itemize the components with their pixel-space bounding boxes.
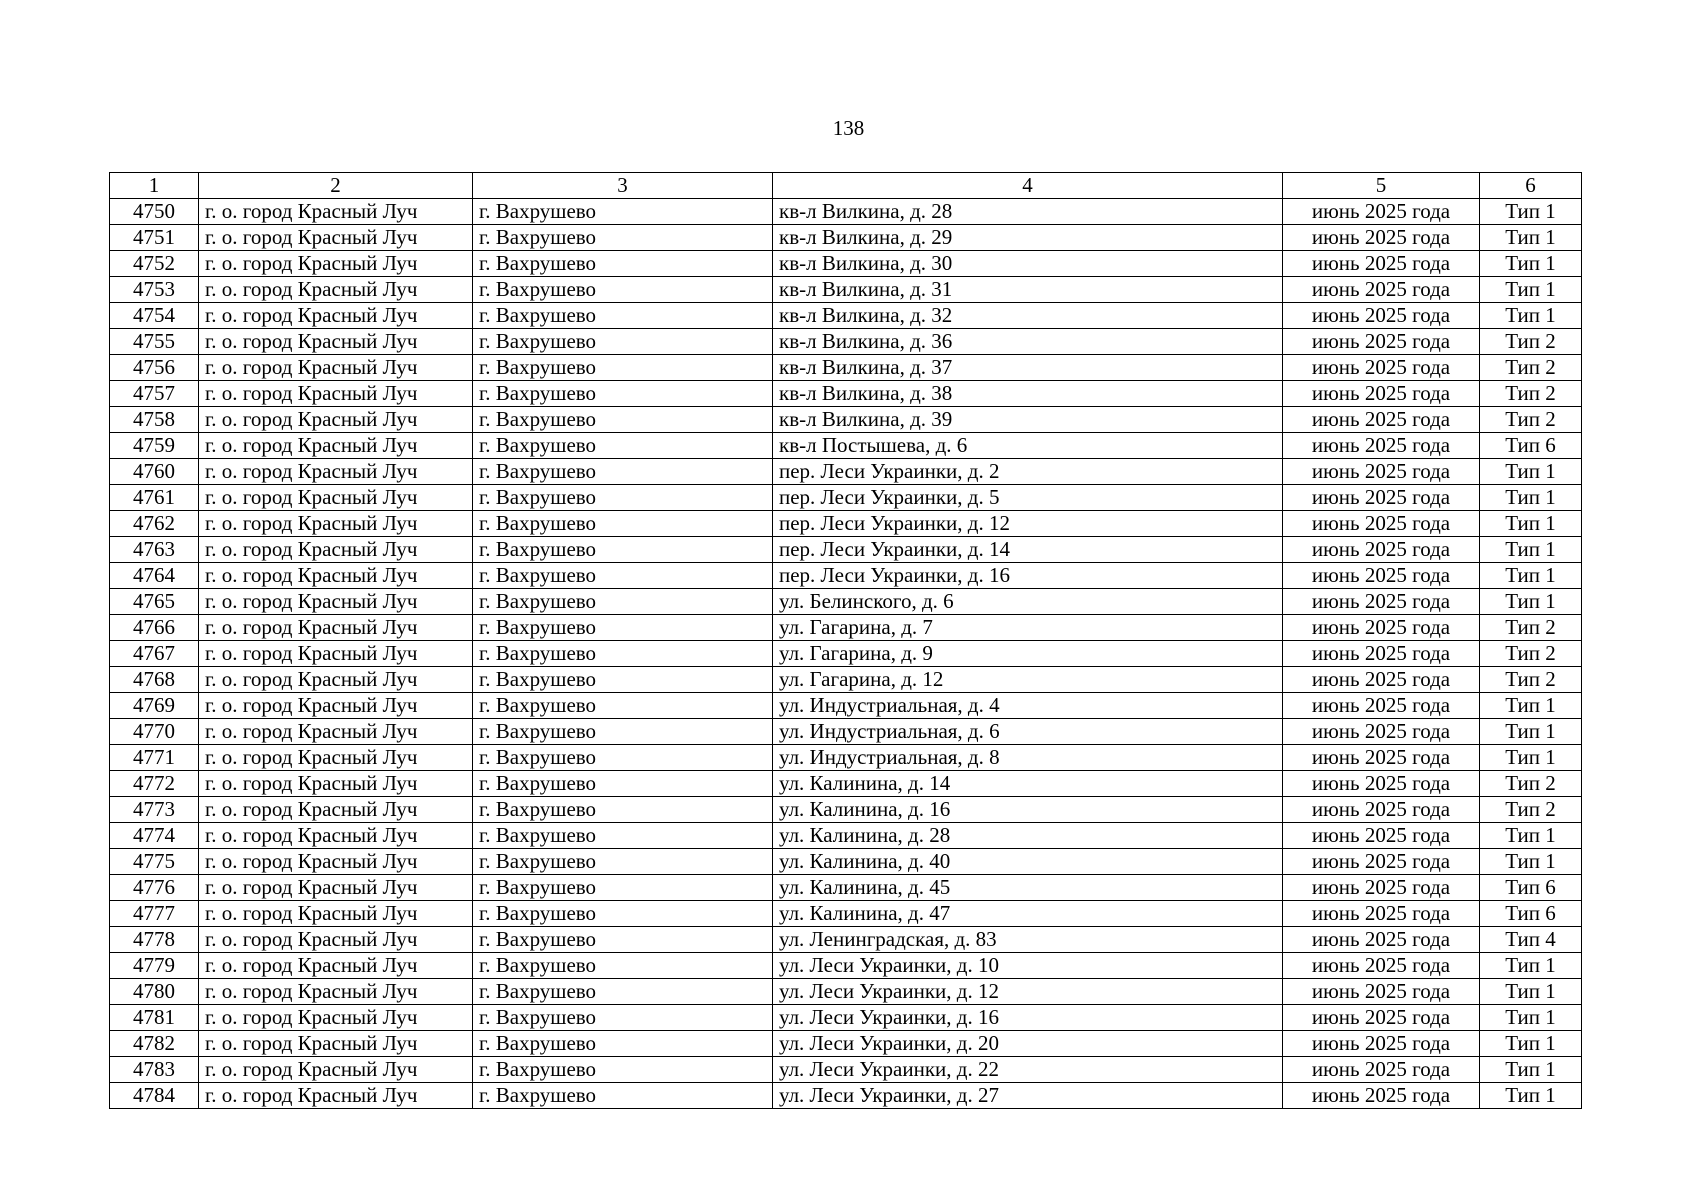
district-cell: г. о. город Красный Луч (199, 745, 473, 771)
date-cell: июнь 2025 года (1283, 771, 1480, 797)
type-cell: Тип 1 (1480, 563, 1582, 589)
table-row (110, 407, 1582, 433)
date-cell: июнь 2025 года (1283, 641, 1480, 667)
district-cell: г. о. город Красный Луч (199, 381, 473, 407)
settlement-cell: г. Вахрушево (473, 771, 773, 797)
table-body (110, 199, 1582, 1109)
address-cell: ул. Леси Украинки, д. 20 (773, 1031, 1283, 1057)
table-row (110, 277, 1582, 303)
row-number-cell: 4752 (110, 251, 199, 277)
address-cell: пер. Леси Украинки, д. 2 (773, 459, 1283, 485)
settlement-cell: г. Вахрушево (473, 953, 773, 979)
row-number-cell: 4778 (110, 927, 199, 953)
date-cell: июнь 2025 года (1283, 693, 1480, 719)
district-cell: г. о. город Красный Луч (199, 615, 473, 641)
row-number-cell: 4754 (110, 303, 199, 329)
settlement-cell: г. Вахрушево (473, 511, 773, 537)
row-number-cell: 4781 (110, 1005, 199, 1031)
type-cell: Тип 2 (1480, 407, 1582, 433)
row-number-cell: 4780 (110, 979, 199, 1005)
district-cell: г. о. город Красный Луч (199, 199, 473, 225)
address-cell: кв-л Вилкина, д. 36 (773, 329, 1283, 355)
table-row (110, 953, 1582, 979)
date-cell: июнь 2025 года (1283, 979, 1480, 1005)
type-cell: Тип 4 (1480, 927, 1582, 953)
settlement-cell: г. Вахрушево (473, 615, 773, 641)
date-cell: июнь 2025 года (1283, 797, 1480, 823)
row-number-cell: 4755 (110, 329, 199, 355)
date-cell: июнь 2025 года (1283, 433, 1480, 459)
address-cell: кв-л Вилкина, д. 30 (773, 251, 1283, 277)
table-row (110, 797, 1582, 823)
address-cell: кв-л Вилкина, д. 37 (773, 355, 1283, 381)
page-number: 138 (832, 116, 865, 140)
table-row (110, 537, 1582, 563)
type-cell: Тип 1 (1480, 277, 1582, 303)
date-cell: июнь 2025 года (1283, 719, 1480, 745)
district-cell: г. о. город Красный Луч (199, 953, 473, 979)
district-cell: г. о. город Красный Луч (199, 589, 473, 615)
date-cell: июнь 2025 года (1283, 277, 1480, 303)
address-cell: ул. Леси Украинки, д. 10 (773, 953, 1283, 979)
date-cell: июнь 2025 года (1283, 1083, 1480, 1109)
table-row (110, 1005, 1582, 1031)
row-number-cell: 4765 (110, 589, 199, 615)
address-cell: пер. Леси Украинки, д. 12 (773, 511, 1283, 537)
table-row (110, 1057, 1582, 1083)
address-cell: ул. Калинина, д. 45 (773, 875, 1283, 901)
column-header: 4 (773, 173, 1283, 199)
date-cell: июнь 2025 года (1283, 849, 1480, 875)
table-row (110, 355, 1582, 381)
district-cell: г. о. город Красный Луч (199, 979, 473, 1005)
row-number-cell: 4756 (110, 355, 199, 381)
type-cell: Тип 2 (1480, 329, 1582, 355)
address-cell: ул. Белинского, д. 6 (773, 589, 1283, 615)
address-cell: кв-л Вилкина, д. 39 (773, 407, 1283, 433)
type-cell: Тип 1 (1480, 1057, 1582, 1083)
settlement-cell: г. Вахрушево (473, 563, 773, 589)
district-cell: г. о. город Красный Луч (199, 1057, 473, 1083)
address-cell: ул. Калинина, д. 40 (773, 849, 1283, 875)
date-cell: июнь 2025 года (1283, 953, 1480, 979)
row-number-cell: 4762 (110, 511, 199, 537)
row-number-cell: 4751 (110, 225, 199, 251)
column-header: 6 (1480, 173, 1582, 199)
settlement-cell: г. Вахрушево (473, 1005, 773, 1031)
district-cell: г. о. город Красный Луч (199, 407, 473, 433)
type-cell: Тип 1 (1480, 225, 1582, 251)
settlement-cell: г. Вахрушево (473, 927, 773, 953)
settlement-cell: г. Вахрушево (473, 251, 773, 277)
district-cell: г. о. город Красный Луч (199, 563, 473, 589)
type-cell: Тип 1 (1480, 537, 1582, 563)
address-cell: ул. Индустриальная, д. 6 (773, 719, 1283, 745)
row-number-cell: 4761 (110, 485, 199, 511)
settlement-cell: г. Вахрушево (473, 745, 773, 771)
address-cell: ул. Леси Украинки, д. 16 (773, 1005, 1283, 1031)
settlement-cell: г. Вахрушево (473, 823, 773, 849)
table-row (110, 303, 1582, 329)
type-cell: Тип 2 (1480, 355, 1582, 381)
settlement-cell: г. Вахрушево (473, 537, 773, 563)
district-cell: г. о. город Красный Луч (199, 875, 473, 901)
date-cell: июнь 2025 года (1283, 303, 1480, 329)
date-cell: июнь 2025 года (1283, 563, 1480, 589)
district-cell: г. о. город Красный Луч (199, 277, 473, 303)
settlement-cell: г. Вахрушево (473, 719, 773, 745)
row-number-cell: 4771 (110, 745, 199, 771)
date-cell: июнь 2025 года (1283, 537, 1480, 563)
date-cell: июнь 2025 года (1283, 615, 1480, 641)
row-number-cell: 4779 (110, 953, 199, 979)
row-number-cell: 4768 (110, 667, 199, 693)
settlement-cell: г. Вахрушево (473, 381, 773, 407)
date-cell: июнь 2025 года (1283, 199, 1480, 225)
address-cell: пер. Леси Украинки, д. 16 (773, 563, 1283, 589)
settlement-cell: г. Вахрушево (473, 797, 773, 823)
table-row (110, 641, 1582, 667)
table-row (110, 563, 1582, 589)
type-cell: Тип 1 (1480, 459, 1582, 485)
type-cell: Тип 6 (1480, 901, 1582, 927)
settlement-cell: г. Вахрушево (473, 433, 773, 459)
settlement-cell: г. Вахрушево (473, 199, 773, 225)
settlement-cell: г. Вахрушево (473, 277, 773, 303)
row-number-cell: 4764 (110, 563, 199, 589)
type-cell: Тип 2 (1480, 615, 1582, 641)
table-row (110, 849, 1582, 875)
district-cell: г. о. город Красный Луч (199, 1005, 473, 1031)
settlement-cell: г. Вахрушево (473, 641, 773, 667)
address-cell: кв-л Постышева, д. 6 (773, 433, 1283, 459)
type-cell: Тип 2 (1480, 381, 1582, 407)
district-cell: г. о. город Красный Луч (199, 771, 473, 797)
district-cell: г. о. город Красный Луч (199, 251, 473, 277)
type-cell: Тип 1 (1480, 485, 1582, 511)
type-cell: Тип 1 (1480, 251, 1582, 277)
district-cell: г. о. город Красный Луч (199, 433, 473, 459)
district-cell: г. о. город Красный Луч (199, 225, 473, 251)
date-cell: июнь 2025 года (1283, 1031, 1480, 1057)
date-cell: июнь 2025 года (1283, 251, 1480, 277)
column-header: 5 (1283, 173, 1480, 199)
row-number-cell: 4766 (110, 615, 199, 641)
address-cell: ул. Гагарина, д. 7 (773, 615, 1283, 641)
type-cell: Тип 1 (1480, 1031, 1582, 1057)
district-cell: г. о. город Красный Луч (199, 823, 473, 849)
date-cell: июнь 2025 года (1283, 329, 1480, 355)
settlement-cell: г. Вахрушево (473, 901, 773, 927)
address-cell: ул. Калинина, д. 47 (773, 901, 1283, 927)
row-number-cell: 4774 (110, 823, 199, 849)
table-row (110, 1031, 1582, 1057)
type-cell: Тип 1 (1480, 303, 1582, 329)
row-number-cell: 4777 (110, 901, 199, 927)
row-number-cell: 4773 (110, 797, 199, 823)
district-cell: г. о. город Красный Луч (199, 1031, 473, 1057)
settlement-cell: г. Вахрушево (473, 1057, 773, 1083)
type-cell: Тип 2 (1480, 771, 1582, 797)
date-cell: июнь 2025 года (1283, 459, 1480, 485)
table-row (110, 693, 1582, 719)
table-row (110, 745, 1582, 771)
type-cell: Тип 6 (1480, 433, 1582, 459)
address-cell: кв-л Вилкина, д. 29 (773, 225, 1283, 251)
date-cell: июнь 2025 года (1283, 1005, 1480, 1031)
table-row (110, 719, 1582, 745)
row-number-cell: 4783 (110, 1057, 199, 1083)
type-cell: Тип 6 (1480, 875, 1582, 901)
address-cell: ул. Калинина, д. 28 (773, 823, 1283, 849)
address-cell: ул. Леси Украинки, д. 27 (773, 1083, 1283, 1109)
settlement-cell: г. Вахрушево (473, 875, 773, 901)
row-number-cell: 4759 (110, 433, 199, 459)
table-row (110, 381, 1582, 407)
address-cell: ул. Леси Украинки, д. 22 (773, 1057, 1283, 1083)
address-cell: ул. Индустриальная, д. 8 (773, 745, 1283, 771)
type-cell: Тип 1 (1480, 693, 1582, 719)
row-number-cell: 4750 (110, 199, 199, 225)
type-cell: Тип 1 (1480, 199, 1582, 225)
date-cell: июнь 2025 года (1283, 511, 1480, 537)
date-cell: июнь 2025 года (1283, 901, 1480, 927)
type-cell: Тип 2 (1480, 641, 1582, 667)
district-cell: г. о. город Красный Луч (199, 927, 473, 953)
header-row (110, 173, 1582, 199)
settlement-cell: г. Вахрушево (473, 667, 773, 693)
data-table (109, 172, 1582, 1109)
settlement-cell: г. Вахрушево (473, 693, 773, 719)
column-header: 3 (473, 173, 773, 199)
row-number-cell: 4769 (110, 693, 199, 719)
table-row (110, 927, 1582, 953)
type-cell: Тип 1 (1480, 589, 1582, 615)
address-cell: кв-л Вилкина, д. 38 (773, 381, 1283, 407)
row-number-cell: 4767 (110, 641, 199, 667)
row-number-cell: 4770 (110, 719, 199, 745)
date-cell: июнь 2025 года (1283, 381, 1480, 407)
district-cell: г. о. город Красный Луч (199, 329, 473, 355)
row-number-cell: 4760 (110, 459, 199, 485)
address-cell: ул. Гагарина, д. 12 (773, 667, 1283, 693)
settlement-cell: г. Вахрушево (473, 485, 773, 511)
address-cell: кв-л Вилкина, д. 31 (773, 277, 1283, 303)
district-cell: г. о. город Красный Луч (199, 667, 473, 693)
table-row (110, 823, 1582, 849)
type-cell: Тип 2 (1480, 797, 1582, 823)
row-number-cell: 4763 (110, 537, 199, 563)
settlement-cell: г. Вахрушево (473, 849, 773, 875)
district-cell: г. о. город Красный Луч (199, 797, 473, 823)
date-cell: июнь 2025 года (1283, 485, 1480, 511)
table-row (110, 433, 1582, 459)
date-cell: июнь 2025 года (1283, 823, 1480, 849)
column-header: 2 (199, 173, 473, 199)
type-cell: Тип 1 (1480, 953, 1582, 979)
table-row (110, 225, 1582, 251)
row-number-cell: 4775 (110, 849, 199, 875)
table-row (110, 979, 1582, 1005)
table-row (110, 485, 1582, 511)
date-cell: июнь 2025 года (1283, 1057, 1480, 1083)
date-cell: июнь 2025 года (1283, 225, 1480, 251)
address-cell: пер. Леси Украинки, д. 5 (773, 485, 1283, 511)
column-header: 1 (110, 173, 199, 199)
district-cell: г. о. город Красный Луч (199, 485, 473, 511)
district-cell: г. о. город Красный Луч (199, 511, 473, 537)
settlement-cell: г. Вахрушево (473, 303, 773, 329)
settlement-cell: г. Вахрушево (473, 355, 773, 381)
row-number-cell: 4782 (110, 1031, 199, 1057)
date-cell: июнь 2025 года (1283, 589, 1480, 615)
date-cell: июнь 2025 года (1283, 667, 1480, 693)
type-cell: Тип 2 (1480, 667, 1582, 693)
type-cell: Тип 1 (1480, 511, 1582, 537)
table-row (110, 589, 1582, 615)
address-cell: кв-л Вилкина, д. 32 (773, 303, 1283, 329)
address-cell: ул. Калинина, д. 14 (773, 771, 1283, 797)
district-cell: г. о. город Красный Луч (199, 537, 473, 563)
date-cell: июнь 2025 года (1283, 407, 1480, 433)
settlement-cell: г. Вахрушево (473, 225, 773, 251)
type-cell: Тип 1 (1480, 849, 1582, 875)
date-cell: июнь 2025 года (1283, 927, 1480, 953)
type-cell: Тип 1 (1480, 745, 1582, 771)
district-cell: г. о. город Красный Луч (199, 303, 473, 329)
settlement-cell: г. Вахрушево (473, 589, 773, 615)
row-number-cell: 4753 (110, 277, 199, 303)
district-cell: г. о. город Красный Луч (199, 355, 473, 381)
settlement-cell: г. Вахрушево (473, 1031, 773, 1057)
date-cell: июнь 2025 года (1283, 875, 1480, 901)
type-cell: Тип 1 (1480, 1005, 1582, 1031)
table-row (110, 511, 1582, 537)
settlement-cell: г. Вахрушево (473, 329, 773, 355)
district-cell: г. о. город Красный Луч (199, 901, 473, 927)
address-cell: пер. Леси Украинки, д. 14 (773, 537, 1283, 563)
district-cell: г. о. город Красный Луч (199, 693, 473, 719)
table-row (110, 875, 1582, 901)
district-cell: г. о. город Красный Луч (199, 641, 473, 667)
table-row (110, 251, 1582, 277)
type-cell: Тип 1 (1480, 1083, 1582, 1109)
address-cell: ул. Гагарина, д. 9 (773, 641, 1283, 667)
address-cell: кв-л Вилкина, д. 28 (773, 199, 1283, 225)
type-cell: Тип 1 (1480, 719, 1582, 745)
settlement-cell: г. Вахрушево (473, 1083, 773, 1109)
address-cell: ул. Леси Украинки, д. 12 (773, 979, 1283, 1005)
table-row (110, 667, 1582, 693)
settlement-cell: г. Вахрушево (473, 979, 773, 1005)
type-cell: Тип 1 (1480, 979, 1582, 1005)
settlement-cell: г. Вахрушево (473, 459, 773, 485)
district-cell: г. о. город Красный Луч (199, 849, 473, 875)
row-number-cell: 4784 (110, 1083, 199, 1109)
type-cell: Тип 1 (1480, 823, 1582, 849)
address-cell: ул. Индустриальная, д. 4 (773, 693, 1283, 719)
address-cell: ул. Ленинградская, д. 83 (773, 927, 1283, 953)
district-cell: г. о. город Красный Луч (199, 719, 473, 745)
date-cell: июнь 2025 года (1283, 745, 1480, 771)
table-row (110, 329, 1582, 355)
table-row (110, 459, 1582, 485)
table-row (110, 615, 1582, 641)
table-row (110, 771, 1582, 797)
row-number-cell: 4757 (110, 381, 199, 407)
row-number-cell: 4776 (110, 875, 199, 901)
district-cell: г. о. город Красный Луч (199, 459, 473, 485)
date-cell: июнь 2025 года (1283, 355, 1480, 381)
table-row (110, 199, 1582, 225)
district-cell: г. о. город Красный Луч (199, 1083, 473, 1109)
settlement-cell: г. Вахрушево (473, 407, 773, 433)
table-row (110, 1083, 1582, 1109)
row-number-cell: 4772 (110, 771, 199, 797)
table-row (110, 901, 1582, 927)
row-number-cell: 4758 (110, 407, 199, 433)
address-cell: ул. Калинина, д. 16 (773, 797, 1283, 823)
